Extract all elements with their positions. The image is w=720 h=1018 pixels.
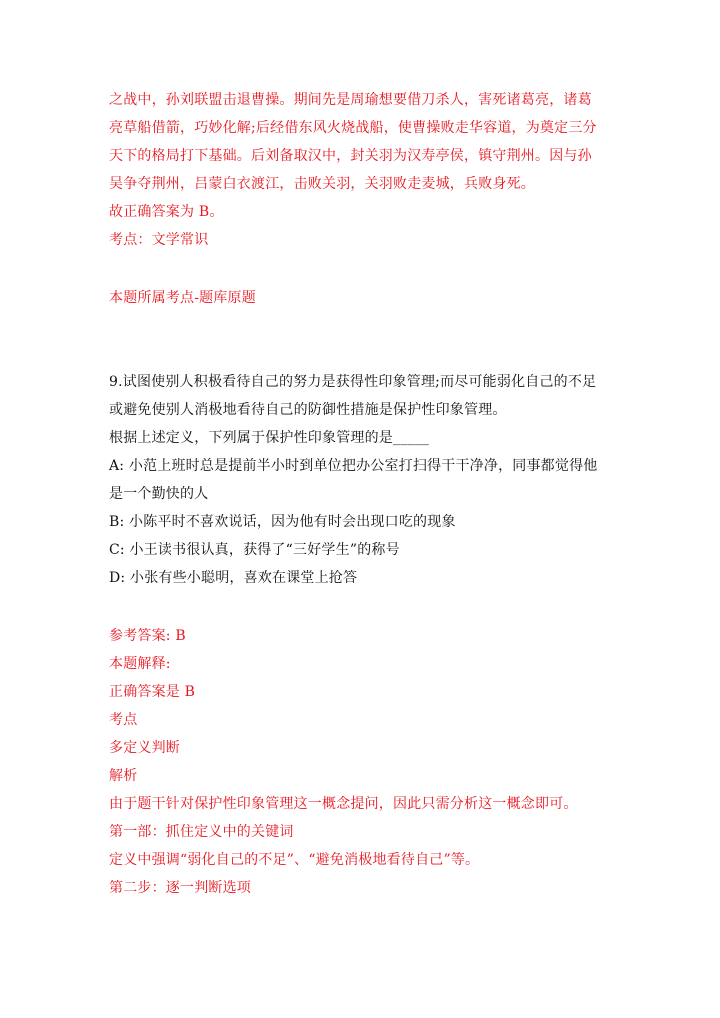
option-b: B: 小陈平时不喜欢说话，因为他有时会出现口吃的现象 — [109, 514, 456, 530]
option-c: C: 小王读书很认真，获得了“三好学生”的称号 — [109, 542, 400, 558]
option-a-line-2: 是一个勤快的人 — [109, 486, 209, 502]
question-stem-line-1: 9.试图使别人积极看待自己的努力是获得性印象管理;而尽可能弱化自己的不足 — [109, 374, 597, 390]
correct-answer: 正确答案是 B — [109, 684, 196, 700]
prev-answer: 故正确答案为 B。 — [109, 204, 224, 220]
prev-explanation-line-3: 天下的格局打下基础。后刘备取汉中，封关羽为汉寿亭侯，镇守荆州。因与孙 — [109, 148, 592, 164]
step-1-detail: 定义中强调“弱化自己的不足”、“避免消极地看待自己”等。 — [109, 852, 480, 868]
jiexi-text: 由于题干针对保护性印象管理这一概念提问，因此只需分析这一概念即可。 — [109, 796, 578, 812]
prev-explanation-line-2: 亮草船借箭，巧妙化解;后经借东风火烧战船，使曹操败走华容道，为奠定三分 — [109, 120, 597, 136]
step-1: 第一部：抓住定义中的关键词 — [109, 824, 294, 840]
step-2: 第二步：逐一判断选项 — [109, 880, 251, 896]
option-d: D: 小张有些小聪明，喜欢在课堂上抢答 — [109, 570, 358, 586]
kaodian-label: 考点 — [109, 712, 138, 728]
question-stem-line-3: 根据上述定义，下列属于保护性印象管理的是_____ — [109, 430, 429, 446]
kaodian-value: 多定义判断 — [109, 740, 180, 756]
prev-explanation-line-4: 吴争夺荆州，吕蒙白衣渡江，击败关羽，关羽败走麦城，兵败身死。 — [109, 176, 535, 192]
reference-answer: 参考答案: B — [109, 628, 186, 644]
option-a-line-1: A: 小范上班时总是提前半小时到单位把办公室打扫得干干净净，同事都觉得他 — [109, 458, 598, 474]
question-stem-line-2: 或避免使别人消极地看待自己的防御性措施是保护性印象管理。 — [109, 402, 507, 418]
jiexi-label: 解析 — [109, 768, 138, 784]
prev-explanation-line-1: 之战中，孙刘联盟击退曹操。期间先是周瑜想要借刀杀人，害死诸葛亮，诸葛 — [109, 92, 592, 108]
prev-source: 本题所属考点-题库原题 — [109, 290, 256, 306]
prev-kaodian: 考点：文学常识 — [109, 232, 209, 248]
explanation-title: 本题解释: — [109, 656, 171, 672]
